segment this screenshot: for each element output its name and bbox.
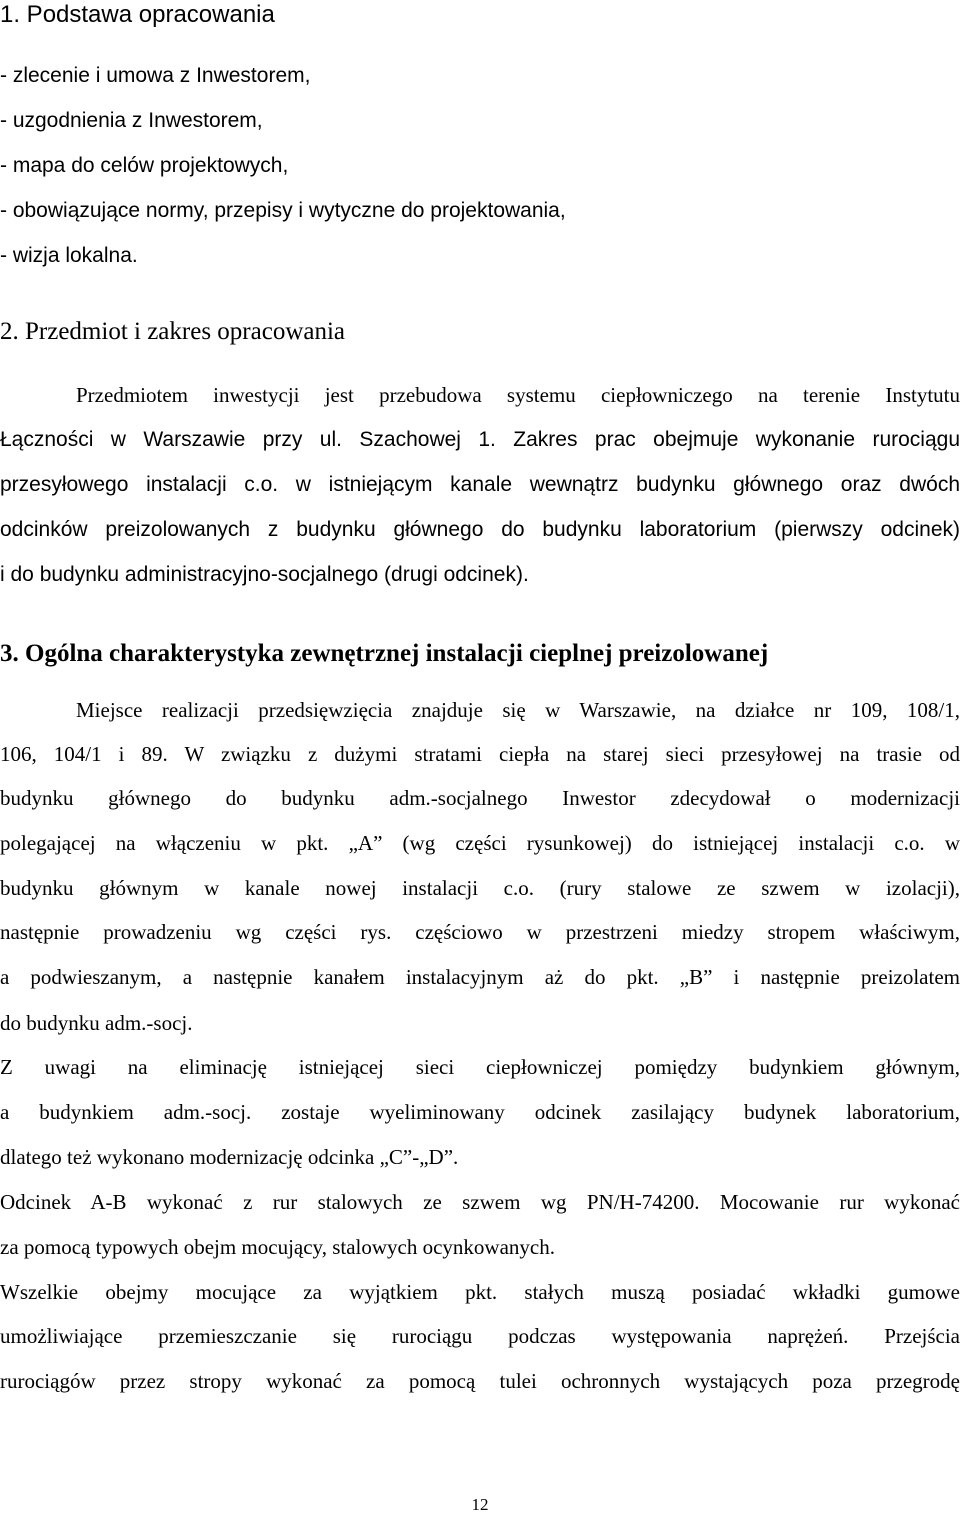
paragraph-line: odcinków preizolowanych z budynku głównego do budynku laboratorium (pierwszy odcinek) — [0, 518, 960, 541]
paragraph-line: a podwieszanym, a następnie kanałem instalacyjnym aż do pkt. „B” i następnie preizolatem — [0, 965, 960, 989]
paragraph-line: przesyłowego instalacji c.o. w istniejącym kanale wewnątrz budynku głównego oraz dwóch — [0, 473, 960, 496]
list-item: - wizja lokalna. — [0, 244, 138, 267]
list-item: - zlecenie i umowa z Inwestorem, — [0, 64, 311, 87]
list-item: - obowiązujące normy, przepisy i wytyczne do projektowania, — [0, 199, 566, 222]
paragraph-line: Miejsce realizacji przedsięwzięcia znajduje się w Warszawie, na działce nr 109, 108/1, — [76, 698, 960, 722]
paragraph-line: Łączności w Warszawie przy ul. Szachowej 1. Zakres prac obejmuje wykonanie rurociągu — [0, 428, 960, 451]
list-item: - mapa do celów projektowych, — [0, 154, 289, 177]
paragraph-line: a budynkiem adm.-socj. zostaje wyeliminowany odcinek zasilający budynek laboratorium, — [0, 1100, 960, 1124]
paragraph-line: Przedmiotem inwestycji jest przebudowa systemu ciepłowniczego na terenie Instytutu — [76, 383, 960, 407]
paragraph-line: Odcinek A-B wykonać z rur stalowych ze szwem wg PN/H-74200. Mocowanie rur wykonać — [0, 1190, 960, 1214]
paragraph-line: następnie prowadzeniu wg części rys. częściowo w przestrzeni miedzy stropem właściwym, — [0, 920, 960, 944]
paragraph-line: Wszelkie obejmy mocujące za wyjątkiem pkt. stałych muszą posiadać wkładki gumowe — [0, 1280, 960, 1304]
list-item: - uzgodnienia z Inwestorem, — [0, 109, 263, 132]
section-1-heading: 1. Podstawa opracowania — [0, 1, 275, 28]
paragraph-line: i do budynku administracyjno-socjalnego (drugi odcinek). — [0, 563, 529, 586]
paragraph-line: budynku głównego do budynku adm.-socjalnego Inwestor zdecydował o modernizacji — [0, 786, 960, 810]
section-3-heading: 3. Ogólna charakterystyka zewnętrznej instalacji cieplnej preizolowanej — [0, 640, 769, 667]
paragraph-line: Z uwagi na eliminację istniejącej sieci ciepłowniczej pomiędzy budynkiem głównym, — [0, 1055, 960, 1079]
paragraph-line: budynku głównym w kanale nowej instalacji c.o. (rury stalowe ze szwem w izolacji), — [0, 876, 960, 900]
paragraph-line: za pomocą typowych obejm mocujący, stalowych ocynkowanych. — [0, 1235, 555, 1259]
page-number: 12 — [471, 1495, 489, 1514]
paragraph-line: umożliwiające przemieszczanie się rurociągu podczas występowania naprężeń. Przejścia — [0, 1324, 960, 1348]
paragraph-line: dlatego też wykonano modernizację odcinka „C”-„D”. — [0, 1145, 459, 1169]
paragraph-line: rurociągów przez stropy wykonać za pomocą tulei ochronnych wystających poza przegrodę — [0, 1369, 960, 1393]
paragraph-line: do budynku adm.-socj. — [0, 1011, 193, 1035]
section-2-heading: 2. Przedmiot i zakres opracowania — [0, 318, 346, 345]
paragraph-line: polegającej na włączeniu w pkt. „A” (wg części rysunkowej) do istniejącej instalacji c.o. w — [0, 831, 960, 855]
paragraph-line: 106, 104/1 i 89. W związku z dużymi stratami ciepła na starej sieci przesyłowej na trasie od — [0, 742, 960, 766]
